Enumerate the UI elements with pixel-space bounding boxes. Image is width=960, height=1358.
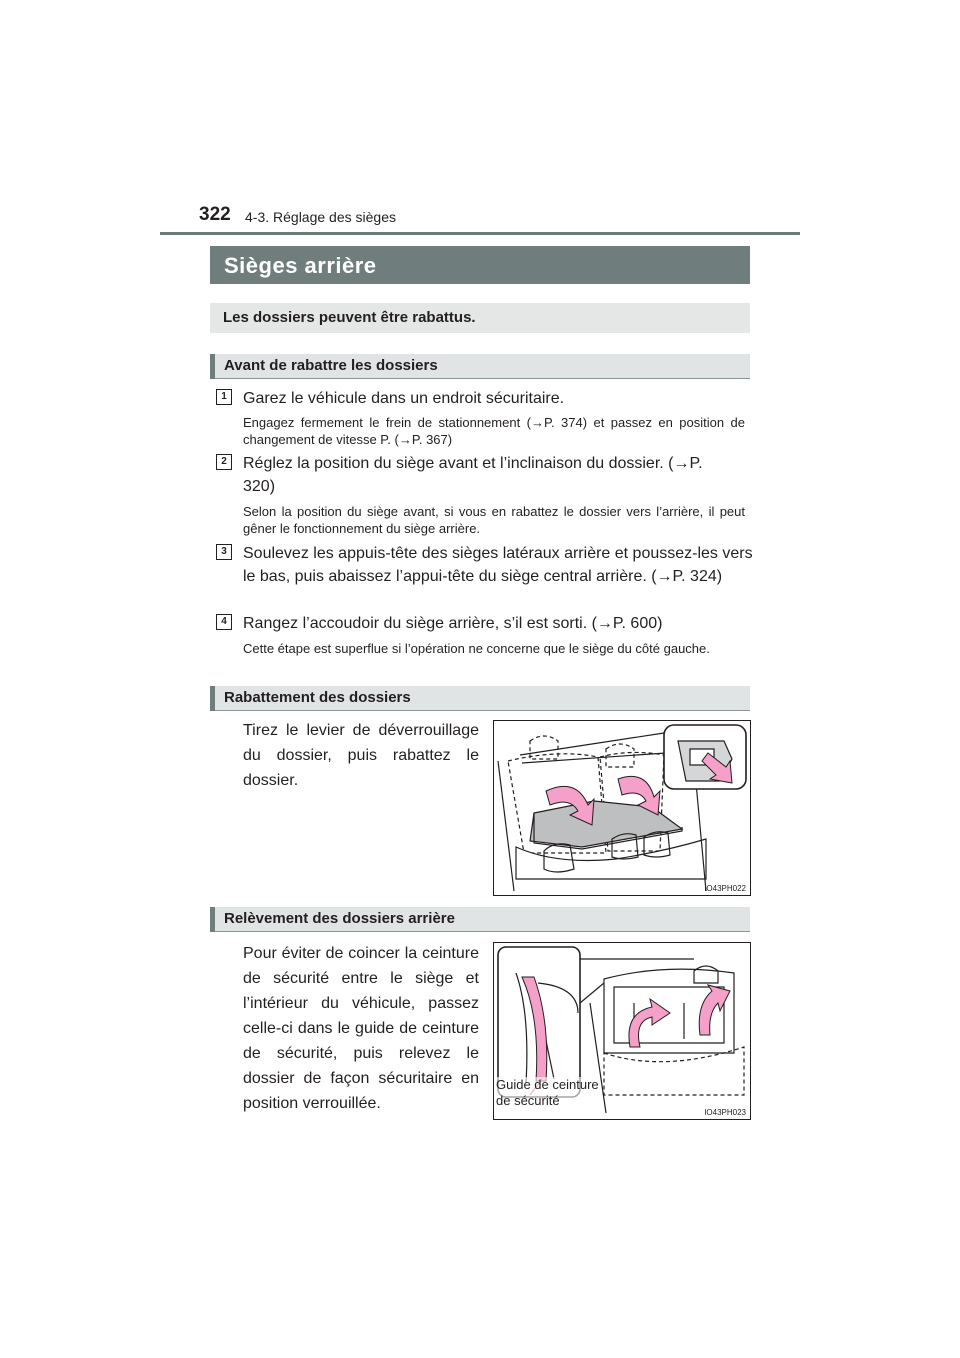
before-heading: Avant de rabattre les dossiers [224,357,438,374]
section-title: 4-3. Réglage des sièges [245,209,396,225]
intro-text: Les dossiers peuvent être rabattus. [223,309,476,326]
intro-bar [210,303,750,333]
step-3-number: 3 [216,544,232,560]
folding-figure-code: IO43PH022 [704,884,746,893]
step-1-text: Garez le véhicule dans un endroit sécuritaire. [243,390,565,407]
raising-figure [493,942,751,1120]
step-1-number: 1 [216,389,232,405]
step-2-text: Réglez la position du siège avant et l’inclinaison du dossier. (→P. 320) [243,455,703,495]
step-3-text: Soulevez les appuis-tête des sièges latéraux arrière et poussez-les vers le bas, puis abaissez l’appui-tête du siège central arrière. (→P. 324) [243,545,753,585]
step-4-number: 4 [216,614,232,630]
step-4-note: Cette étape est superflue si l’opération ne concerne que le siège du côté gauche. [243,641,710,656]
raising-heading: Relèvement des dossiers arrière [224,910,455,927]
step-4-text: Rangez l’accoudoir du siège arrière, s’il est sorti. (→P. 600) [243,615,663,632]
page-number: 322 [199,204,231,225]
before-heading-bar [210,354,750,379]
raising-text: Pour éviter de coincer la ceinture de sécurité entre le siège et l’intérieur du véhicule, passez celle-ci dans le guide de ceinture de sécurité, puis relevez le dossier de façon sécuritaire en position verrouillée. [243,945,479,1112]
header-divider [160,232,800,235]
page-title: Sièges arrière [224,253,377,278]
step-2-number: 2 [216,454,232,470]
folding-figure [493,720,751,896]
folding-heading-bar [210,686,750,711]
step-1-note: Engagez fermement le frein de stationnement (→P. 374) et passez en position de changement de vitesse P. (→P. 367) [243,415,745,447]
raising-figure-code: IO43PH023 [704,1108,746,1117]
seatbelt-guide-label: Guide de ceinture de sécurité [496,1077,599,1108]
page-title-bar [210,246,750,284]
raising-heading-bar [210,907,750,932]
step-2-note: Selon la position du siège avant, si vous en rabattez le dossier vers l’arrière, il peut gêner le fonctionnement du siège arrière. [243,504,745,536]
folding-heading: Rabattement des dossiers [224,689,411,706]
folding-text: Tirez le levier de déverrouillage du dossier, puis rabattez le dossier. [243,722,479,789]
folding-illustration [494,721,750,895]
